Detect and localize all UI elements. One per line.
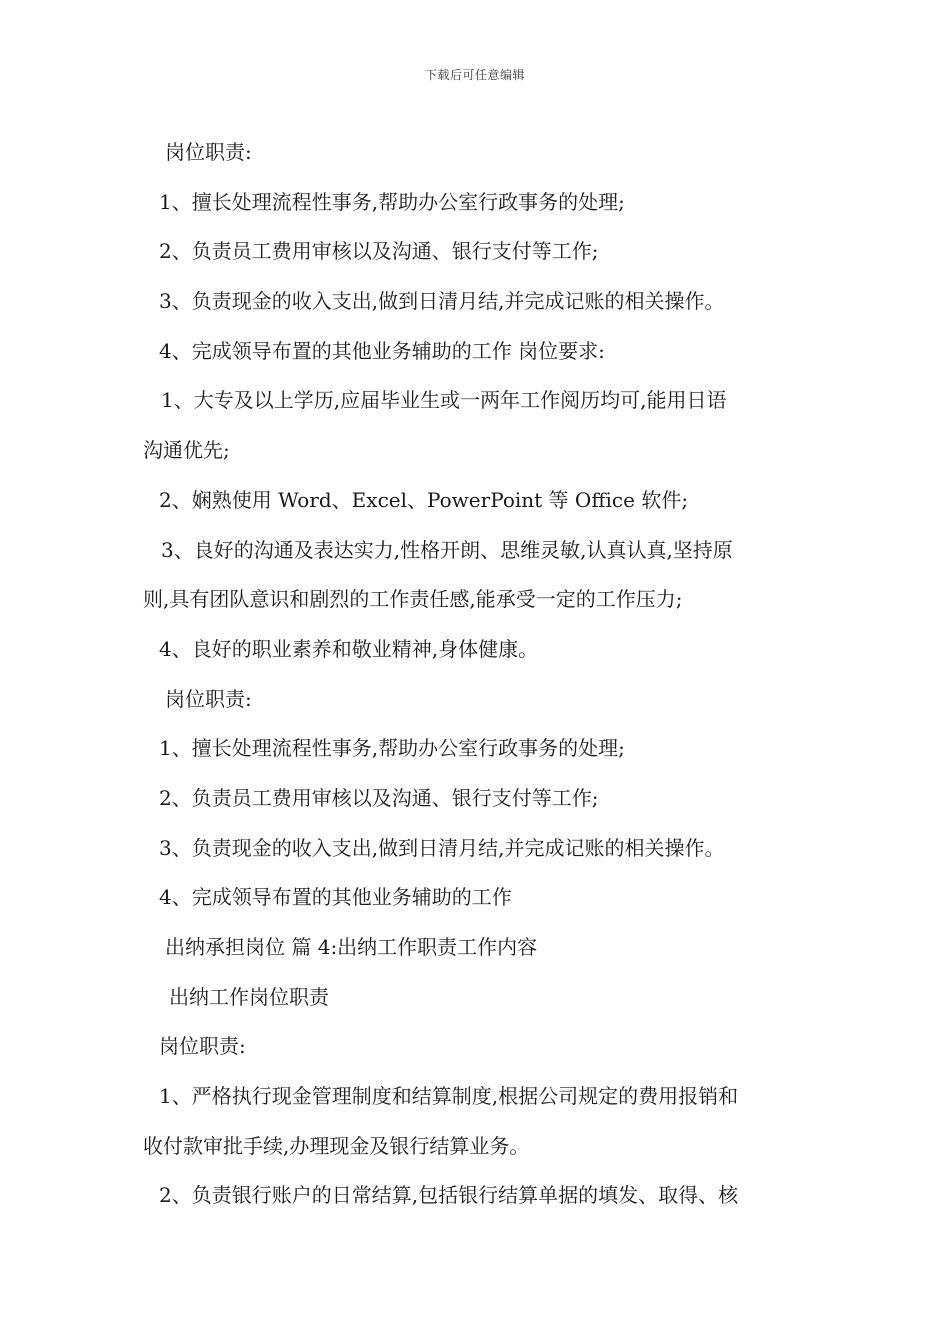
section-subheading: 出纳工作岗位职责 <box>169 984 329 1009</box>
paragraph-line: 2、负责员工费用审核以及沟通、银行支付等工作; <box>159 785 599 810</box>
paragraph-line: 3、负责现金的收入支出,做到日清月结,并完成记账的相关操作。 <box>159 289 725 314</box>
paragraph-line: 1、大专及以上学历,应届毕业生或一两年工作阅历均可,能用日语 <box>161 388 727 413</box>
paragraph-line: 4、良好的职业素养和敬业精神,身体健康。 <box>159 636 539 661</box>
paragraph-line: 则,具有团队意识和剧烈的工作责任感,能承受一定的工作压力; <box>143 587 683 612</box>
paragraph-line: 2、娴熟使用 Word、Excel、PowerPoint 等 Office 软件; <box>159 487 689 512</box>
paragraph-line: 2、负责员工费用审核以及沟通、银行支付等工作; <box>159 239 599 264</box>
paragraph-line: 1、擅长处理流程性事务,帮助办公室行政事务的处理; <box>159 189 625 214</box>
paragraph-line: 1、擅长处理流程性事务,帮助办公室行政事务的处理; <box>159 736 625 761</box>
paragraph-line: 3、良好的沟通及表达实力,性格开朗、思维灵敏,认真认真,坚持原 <box>161 537 733 562</box>
page-header: 下载后可任意编辑 <box>424 68 525 82</box>
paragraph-line: 收付款审批手续,办理现金及银行结算业务。 <box>143 1133 530 1158</box>
paragraph-line: 岗位职责: <box>165 686 252 711</box>
section-heading: 出纳承担岗位 篇 4:出纳工作职责工作内容 <box>165 935 538 959</box>
paragraph-line: 4、完成领导布置的其他业务辅助的工作 岗位要求: <box>159 338 605 363</box>
paragraph-line: 岗位职责: <box>165 140 252 164</box>
paragraph-line: 1、严格执行现金管理制度和结算制度,根据公司规定的费用报销和 <box>159 1084 739 1109</box>
paragraph-line: 岗位职责: <box>159 1034 246 1059</box>
paragraph-line: 2、负责银行账户的日常结算,包括银行结算单据的填发、取得、核 <box>159 1183 739 1208</box>
document-body <box>143 128 815 1221</box>
paragraph-line: 沟通优先; <box>143 438 230 463</box>
paragraph-line: 3、负责现金的收入支出,做到日清月结,并完成记账的相关操作。 <box>159 835 725 860</box>
paragraph-line: 4、完成领导布置的其他业务辅助的工作 <box>159 885 512 910</box>
